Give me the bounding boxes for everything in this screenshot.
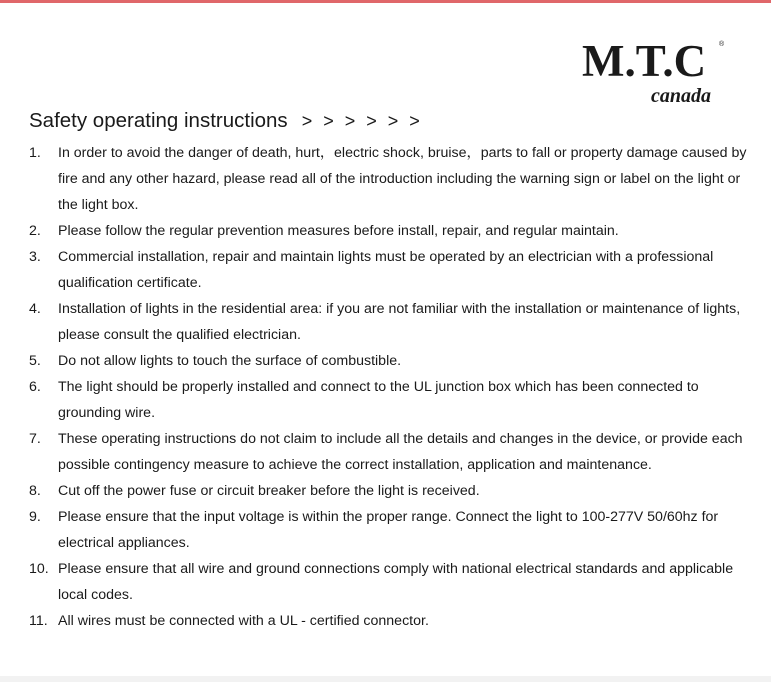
instruction-list — [0, 140, 771, 634]
list-item — [0, 140, 748, 218]
list-item — [0, 374, 748, 426]
item-number: 7. — [29, 431, 41, 447]
item-number: 4. — [29, 301, 41, 317]
item-number: 6. — [29, 379, 41, 395]
item-number: 1. — [29, 145, 41, 161]
item-text: Please ensure that the input voltage is within the proper range. Connect the light to 100-277V 50/60hz for electrical appliances. — [58, 509, 719, 551]
registered-mark: ® — [719, 41, 725, 48]
item-number: 3. — [29, 249, 41, 265]
list-item — [0, 218, 748, 244]
item-number: 8. — [29, 483, 41, 499]
item-number: 5. — [29, 353, 41, 369]
item-number: 11. — [29, 613, 48, 629]
item-text: Please follow the regular prevention measures before install, repair, and regular maintain. — [58, 223, 619, 239]
section-heading — [29, 109, 423, 133]
item-text: Commercial installation, repair and maintain lights must be operated by an electrician with a professional qualification certificate. — [58, 249, 714, 291]
list-item — [0, 504, 748, 556]
top-accent-line — [0, 0, 771, 3]
item-text: Cut off the power fuse or circuit breaker before the light is received. — [58, 483, 480, 499]
item-text: The light should be properly installed and connect to the UL junction box which has been connected to grounding wire. — [58, 379, 699, 421]
item-text: Installation of lights in the residential area: if you are not familiar with the installation or maintenance of lights, please consult the qualified electrician. — [58, 301, 741, 343]
mtc-canada-logo — [582, 38, 732, 110]
list-item — [0, 608, 748, 634]
item-text: In order to avoid the danger of death, hurt，electric shock, bruise，parts to fall or property damage caused by fire and any other hazard, please read all of the introduction including the warning sign or label on the light or the light box. — [58, 145, 747, 213]
item-number: 9. — [29, 509, 41, 525]
item-number: 10. — [29, 561, 49, 577]
item-text: All wires must be connected with a UL - certified connector. — [58, 613, 429, 629]
list-item — [0, 426, 748, 478]
item-text: These operating instructions do not claim to include all the details and changes in the device, or provide each possible contingency measure to achieve the correct installation, application and maintenance. — [58, 431, 743, 473]
list-item — [0, 478, 748, 504]
list-item — [0, 556, 748, 608]
item-number: 2. — [29, 223, 41, 239]
heading-arrows: > > > > > > — [301, 111, 423, 131]
list-item — [0, 296, 748, 348]
page-bottom-edge — [0, 676, 771, 682]
item-text: Please ensure that all wire and ground connections comply with national electrical standards and applicable local codes. — [58, 561, 734, 603]
section-title: Safety operating instructions — [29, 109, 288, 132]
list-item — [0, 348, 748, 374]
logo-subtitle: canada — [651, 85, 711, 107]
item-text: Do not allow lights to touch the surface of combustible. — [58, 353, 402, 369]
logo-wordmark: M.T.C — [582, 36, 707, 86]
list-item — [0, 244, 748, 296]
